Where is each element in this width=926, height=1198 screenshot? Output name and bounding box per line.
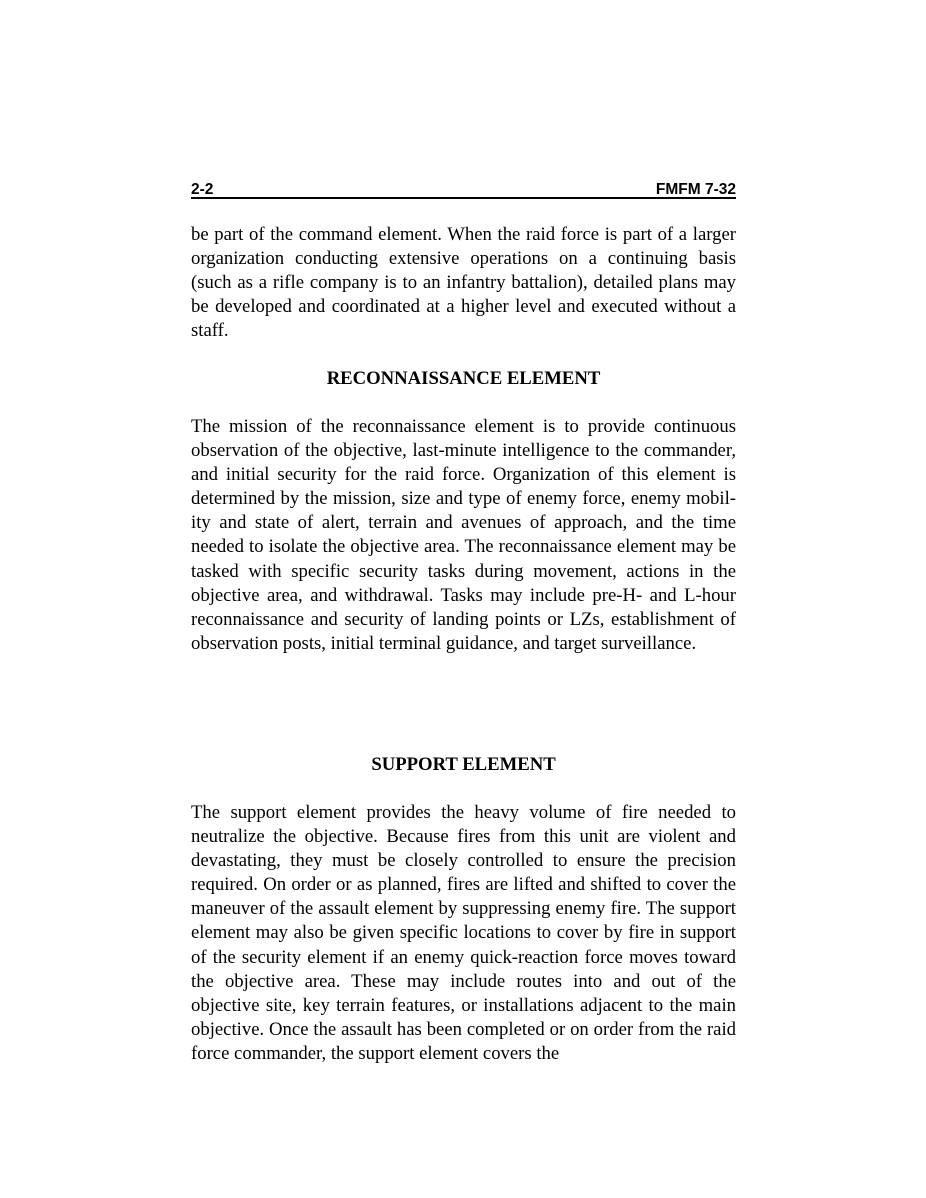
page-header — [191, 181, 736, 203]
intro-paragraph: be part of the command element. When the raid force is part of a larger organization conducting extensive operations on a continuing basis (such as a rifle company is to an infantry battalion), detailed plans may be developed and coordinated at a higher level and executed without a staff. — [191, 224, 736, 342]
page-number: 2-2 — [191, 181, 214, 198]
header-rule — [191, 197, 736, 199]
support-heading: SUPPORT ELEMENT — [371, 754, 556, 775]
support-paragraph: The support element provides the heavy volume of fire needed to neutralize the objective. Because fires from this unit are violent and devastating, they must be closely controlled to ensure the precision required. On order or as planned, fires are lifted and shifted to cover the maneuver of the assault element by suppressing enemy fire. The support element may also be given specific locations to cover by fire in support of the security element if an enemy quick-reaction force moves toward the objective area. These may include routes into and out of the objective site, key terrain features, or installations adjacent to the main objective. Once the assault has been completed or on order from the raid force commander, the support element covers the — [191, 802, 736, 1064]
reconnaissance-paragraph: The mission of the reconnaissance element is to provide continuous observation of the objective, last-minute intelligence to the commander, and initial security for the raid force. Organization of this element is determined by the mission, size and type of enemy force, enemy mobil-ity and state of alert, terrain and avenues of approach, and the time needed to isolate the objective area. The reconnaissance element may be tasked with specific security tasks during movement, actions in the objective area, and withdrawal. Tasks may include pre-H- and L-hour reconnaissance and security of landing points or LZs, establishment of observation posts, initial terminal guidance, and target surveillance. — [191, 416, 736, 654]
reconnaissance-heading: RECONNAISSANCE ELEMENT — [326, 368, 601, 389]
document-id: FMFM 7-32 — [655, 181, 736, 198]
